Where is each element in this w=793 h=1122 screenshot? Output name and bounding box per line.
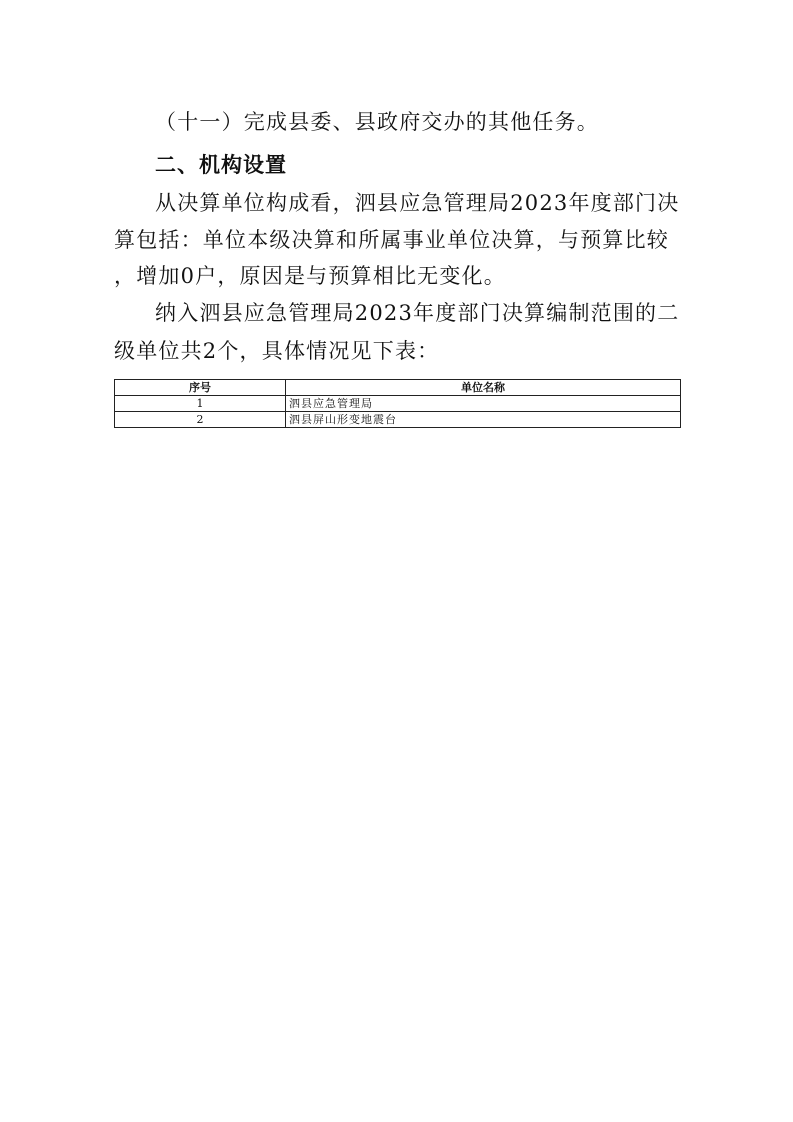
paragraph-scope-line-2: 级单位共2个，具体情况见下表： <box>114 339 440 363</box>
paragraph-item-eleven: （十一）完成县委、县政府交办的其他任务。 <box>155 110 599 134</box>
units-table <box>114 379 681 428</box>
table-row <box>115 396 681 412</box>
paragraph-composition-line-3: ，增加0户，原因是与预算相比无变化。 <box>114 264 506 288</box>
paragraph-composition-line-2: 算包括：单位本级决算和所属事业单位决算，与预算比较 <box>114 228 669 252</box>
paragraph-composition-line-1: 从决算单位构成看，泗县应急管理局2023年度部门决 <box>155 191 680 215</box>
table-row <box>115 412 681 428</box>
paragraph-scope-line-1: 纳入泗县应急管理局2023年度部门决算编制范围的二 <box>155 301 680 325</box>
row-unit-name: 泗县屏山形变地震台 <box>286 412 681 428</box>
header-unit-name: 单位名称 <box>286 380 681 396</box>
row-seq: 2 <box>115 412 286 428</box>
section-heading: 二、机构设置 <box>155 153 287 177</box>
row-unit-name: 泗县应急管理局 <box>286 396 681 412</box>
table-header-row <box>115 380 681 396</box>
header-seq: 序号 <box>115 380 286 396</box>
row-seq: 1 <box>115 396 286 412</box>
